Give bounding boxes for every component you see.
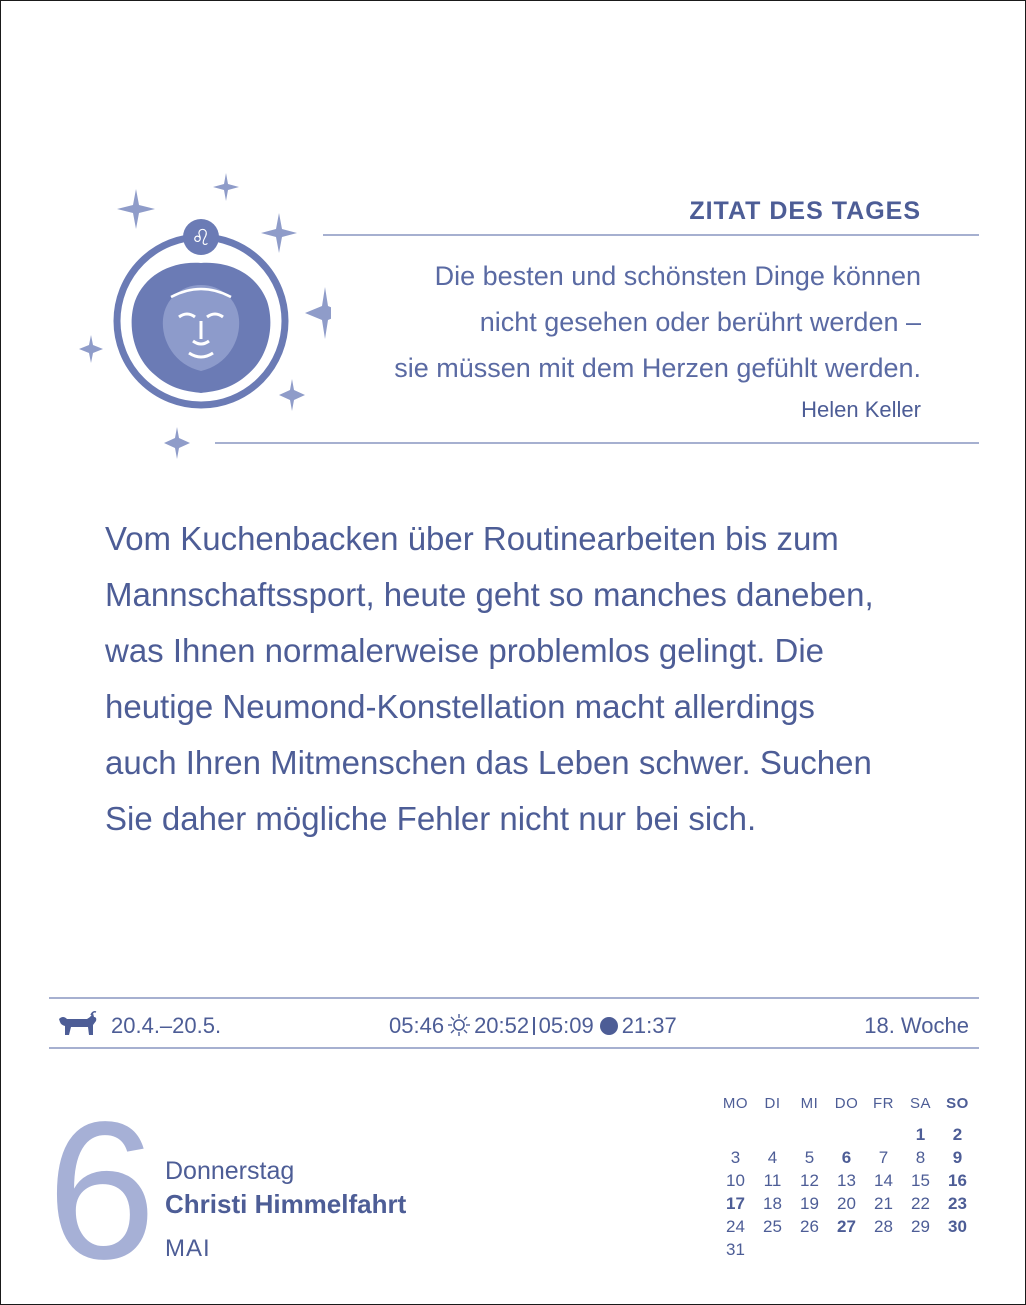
calendar-day: 19	[800, 1194, 819, 1213]
calendar-day: 20	[837, 1194, 856, 1213]
calendar-week-row	[717, 1125, 977, 1148]
calendar-day: 7	[878, 1148, 889, 1167]
horoscope-line: heutige Neumond-Konstellation macht allerdings	[105, 688, 815, 725]
bull-icon	[57, 1011, 97, 1037]
zodiac-date-range: 20.4.–20.5.	[111, 1013, 222, 1038]
calendar-day: 23	[948, 1194, 967, 1213]
quote-line: Die besten und schönsten Dinge können	[434, 261, 921, 291]
calendar-day: 17	[726, 1194, 745, 1213]
calendar-day: 24	[726, 1217, 745, 1236]
info-bar-top-divider	[49, 997, 979, 999]
quote-line: nicht gesehen oder berührt werden –	[479, 307, 921, 337]
calendar-weekday-header: SO	[946, 1095, 969, 1112]
weekday-label: Donnerstag	[165, 1157, 295, 1185]
calendar-week-row	[717, 1217, 977, 1240]
calendar-day: 13	[837, 1171, 856, 1190]
horoscope-line: was Ihnen normalerweise problemlos gelingt. Die	[105, 632, 825, 669]
calendar-day: 3	[730, 1148, 741, 1167]
calendar-week-row	[717, 1148, 977, 1171]
calendar-week-row	[717, 1194, 977, 1217]
separator	[533, 1017, 535, 1035]
calendar-day: 29	[911, 1217, 930, 1236]
calendar-weekday-header: DO	[834, 1095, 859, 1112]
info-bar-bottom-divider	[49, 1047, 979, 1049]
sun-moon-times	[389, 1013, 677, 1039]
quote-text	[394, 253, 921, 391]
calendar-week-row	[717, 1240, 977, 1263]
calendar-day: 25	[763, 1217, 782, 1236]
lion-icon	[132, 263, 271, 393]
calendar-weekday-header: FR	[873, 1095, 894, 1112]
calendar-weekday-header: MO	[722, 1095, 749, 1112]
quote-top-divider	[323, 234, 979, 236]
calendar-day: 31	[726, 1240, 745, 1259]
mini-calendar	[717, 1095, 977, 1263]
moonrise-time: 05:09	[538, 1013, 594, 1038]
horoscope-text	[105, 511, 965, 847]
month-label: MAI	[165, 1235, 211, 1262]
calendar-day: 27	[837, 1217, 856, 1236]
calendar-day: 30	[948, 1217, 967, 1236]
sunrise-time: 05:46	[389, 1013, 445, 1038]
calendar-weekday-header: MI	[800, 1095, 819, 1112]
week-number: 18. Woche	[864, 1013, 969, 1038]
calendar-day: 26	[800, 1217, 819, 1236]
calendar-weekday-header: SA	[909, 1095, 931, 1112]
calendar-day: 28	[874, 1217, 893, 1236]
calendar-day: 9	[952, 1148, 963, 1167]
quote-heading: ZITAT DES TAGES	[689, 197, 921, 225]
calendar-day: 2	[952, 1125, 963, 1144]
calendar-header-row	[717, 1095, 977, 1125]
calendar-day: 4	[767, 1148, 778, 1167]
horoscope-line: auch Ihren Mitmenschen das Leben schwer. Suchen	[105, 744, 872, 781]
calendar-day: 5	[804, 1148, 815, 1167]
calendar-day: 8	[915, 1148, 926, 1167]
sunset-time: 20:52	[474, 1013, 530, 1038]
moonset-time: 21:37	[621, 1013, 677, 1038]
calendar-week-row	[717, 1171, 977, 1194]
quote-line: sie müssen mit dem Herzen gefühlt werden.	[394, 353, 921, 383]
lion-emblem-icon	[71, 169, 331, 469]
calendar-day: 11	[763, 1171, 782, 1190]
calendar-day: 22	[911, 1194, 930, 1213]
calendar-day: 6	[841, 1148, 852, 1167]
horoscope-line: Vom Kuchenbacken über Routinearbeiten bis zum	[105, 520, 839, 557]
horoscope-line: Sie daher mögliche Fehler nicht nur bei sich.	[105, 800, 757, 837]
calendar-day: 21	[874, 1194, 893, 1213]
calendar-day: 1	[915, 1125, 926, 1144]
info-bar	[49, 1001, 979, 1047]
sun-icon	[446, 1014, 472, 1036]
quote-bottom-divider	[215, 442, 979, 444]
calendar-day: 10	[726, 1171, 745, 1190]
leo-symbol-icon: ♌	[191, 226, 211, 251]
calendar-day: 14	[874, 1171, 893, 1190]
holiday-label: Christi Himmelfahrt	[165, 1189, 407, 1219]
horoscope-line: Mannschaftssport, heute geht so manches daneben,	[105, 576, 874, 613]
quote-author: Helen Keller	[801, 397, 921, 422]
calendar-day: 16	[948, 1171, 967, 1190]
day-number: 6	[47, 1081, 157, 1300]
calendar-weekday-header: DI	[764, 1095, 781, 1112]
calendar-day: 12	[800, 1171, 819, 1190]
calendar-day: 15	[911, 1171, 930, 1190]
moon-icon	[600, 1017, 618, 1035]
calendar-day: 18	[763, 1194, 782, 1213]
